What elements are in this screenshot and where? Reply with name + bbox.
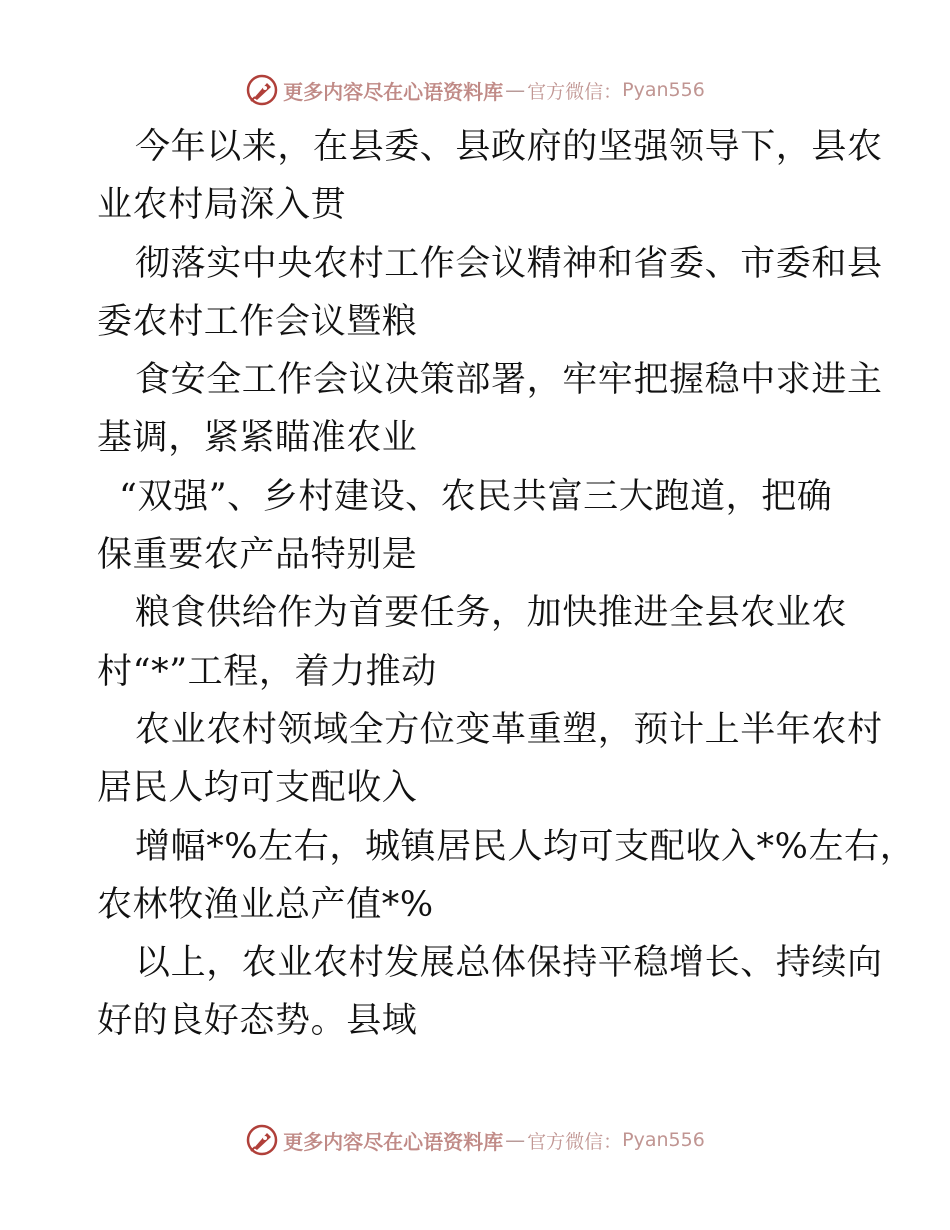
body-line-6: 基调，紧紧瞄准农业 xyxy=(97,418,418,459)
body-line-1: 今年以来，在县委、县政府的坚强领导下，县农 xyxy=(135,127,883,167)
header-watermark-banner xyxy=(0,70,950,110)
body-line-14: 农林牧渔业总产值*% xyxy=(97,884,434,925)
header-wechat-label: 官方微信： xyxy=(527,80,623,103)
pen-nib-logo-icon xyxy=(245,1123,279,1157)
body-line-11: 农业农村领域全方位变革重塑，预计上半年农村 xyxy=(135,709,883,750)
body-line-15: 以上，农业农村发展总体保持平稳增长、持续向 xyxy=(135,943,883,984)
header-wechat-handle: Pyan556 xyxy=(622,79,705,101)
pen-nib-logo-icon xyxy=(245,73,279,107)
footer-dash: — xyxy=(505,1128,526,1152)
footer-wechat-label: 官方微信： xyxy=(527,1130,623,1153)
footer-wechat-handle: Pyan556 xyxy=(622,1129,705,1151)
header-dash: — xyxy=(505,78,526,102)
body-line-10: 村“*”工程，着力推动 xyxy=(97,651,437,692)
body-line-16: 好的良好态势。县域 xyxy=(97,1001,418,1042)
body-line-2: 业农村局深入贯 xyxy=(97,185,347,226)
header-site-text: 更多内容尽在心语资料库 xyxy=(283,79,504,104)
body-line-8: 保重要农产品特别是 xyxy=(97,535,418,576)
footer-watermark-banner xyxy=(0,1120,950,1160)
body-line-7: “双强”、乡村建设、农民共富三大跑道，把确 xyxy=(119,476,833,517)
body-line-3: 彻落实中央农村工作会议精神和省委、市委和县 xyxy=(135,243,883,284)
body-line-5: 食安全工作会议决策部署，牢牢把握稳中求进主 xyxy=(135,360,883,401)
body-line-12: 居民人均可支配收入 xyxy=(97,768,418,809)
footer-site-text: 更多内容尽在心语资料库 xyxy=(283,1129,504,1154)
body-line-4: 委农村工作会议暨粮 xyxy=(97,301,418,342)
document-body xyxy=(97,118,916,1051)
body-line-9: 粮食供给作为首要任务，加快推进全县农业农 xyxy=(135,593,848,634)
body-line-13: 增幅*%左右，城镇居民人均可支配收入*%左右， xyxy=(135,826,916,867)
